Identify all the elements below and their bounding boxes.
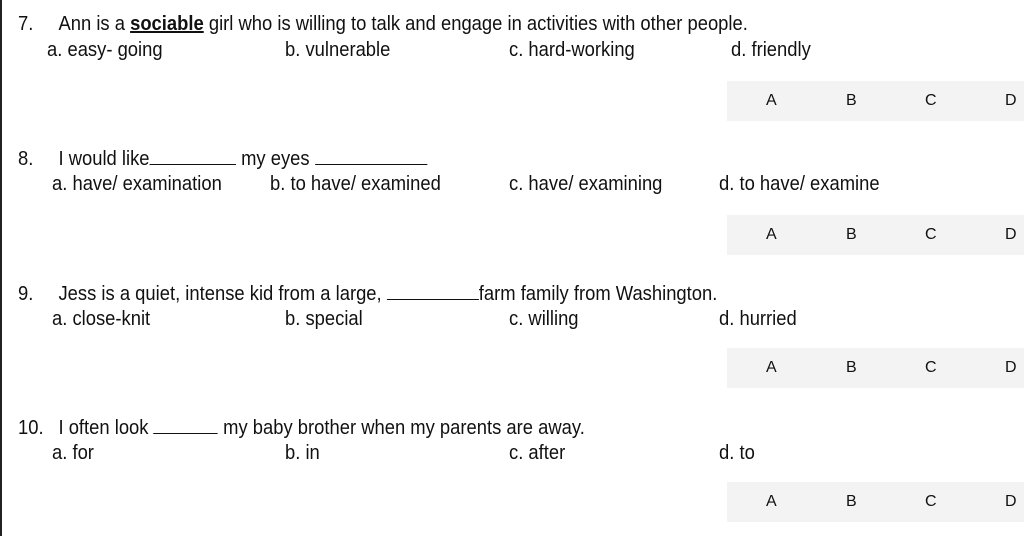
answer-bar-9	[727, 348, 1024, 388]
question-stem	[18, 12, 748, 36]
option-d: d. to have/ examine	[719, 173, 880, 195]
option-a: a. easy- going	[47, 39, 163, 61]
option-c: c. willing	[509, 308, 579, 330]
answer-choice-c[interactable]: C	[925, 92, 937, 109]
stem-text-mid: my eyes	[235, 148, 315, 170]
answer-bar-8	[727, 215, 1024, 255]
answer-choice-d[interactable]: D	[1005, 359, 1017, 376]
question-stem	[18, 281, 717, 306]
answer-bar-10	[727, 482, 1024, 522]
option-a: a. close-knit	[52, 308, 151, 330]
answer-choice-a[interactable]: A	[766, 226, 777, 243]
answer-choice-a[interactable]: A	[766, 359, 777, 376]
stem-text-post: girl who is willing to talk and engage in activities with other people.	[203, 13, 748, 35]
question-stem	[18, 415, 585, 440]
option-b: b. vulnerable	[285, 39, 391, 61]
answer-choice-b[interactable]: B	[846, 226, 857, 243]
answer-bar-7	[727, 81, 1024, 121]
answer-choice-a[interactable]: A	[766, 92, 777, 109]
option-d: d. hurried	[719, 308, 797, 330]
answer-choice-c[interactable]: C	[925, 359, 937, 376]
question-number: 9.	[18, 283, 34, 305]
option-b: b. in	[285, 442, 320, 464]
page-left-border	[0, 0, 2, 536]
answer-blank	[154, 415, 218, 434]
option-b: b. special	[285, 308, 363, 330]
stem-text-pre: Ann is a	[58, 13, 131, 35]
stem-text-pre: I often look	[58, 417, 154, 439]
stem-text-pre: I would like	[58, 148, 150, 170]
option-b: b. to have/ examined	[270, 173, 441, 195]
answer-choice-b[interactable]: B	[846, 493, 857, 510]
answer-blank	[387, 281, 479, 300]
answer-blank	[150, 146, 236, 165]
option-d: d. friendly	[731, 39, 811, 61]
answer-choice-d[interactable]: D	[1005, 493, 1017, 510]
answer-choice-b[interactable]: B	[846, 92, 857, 109]
question-number: 8.	[18, 148, 34, 170]
answer-choice-c[interactable]: C	[925, 226, 937, 243]
option-a: a. for	[52, 442, 94, 464]
option-c: c. after	[509, 442, 566, 464]
answer-choice-c[interactable]: C	[925, 493, 937, 510]
answer-choice-b[interactable]: B	[846, 359, 857, 376]
answer-choice-d[interactable]: D	[1005, 226, 1017, 243]
stem-keyword: sociable	[130, 13, 204, 35]
answer-blank	[315, 146, 427, 165]
option-d: d. to	[719, 442, 755, 464]
question-stem	[18, 146, 427, 171]
stem-text-post: my baby brother when my parents are away.	[218, 417, 585, 439]
option-c: c. have/ examining	[509, 173, 663, 195]
question-number: 10.	[18, 417, 44, 439]
answer-choice-a[interactable]: A	[766, 493, 777, 510]
option-a: a. have/ examination	[52, 173, 222, 195]
stem-text-pre: Jess is a quiet, intense kid from a large,	[58, 283, 387, 305]
option-c: c. hard-working	[509, 39, 635, 61]
answer-choice-d[interactable]: D	[1005, 92, 1017, 109]
stem-text-post: farm family from Washington.	[478, 283, 718, 305]
question-number: 7.	[18, 13, 34, 35]
